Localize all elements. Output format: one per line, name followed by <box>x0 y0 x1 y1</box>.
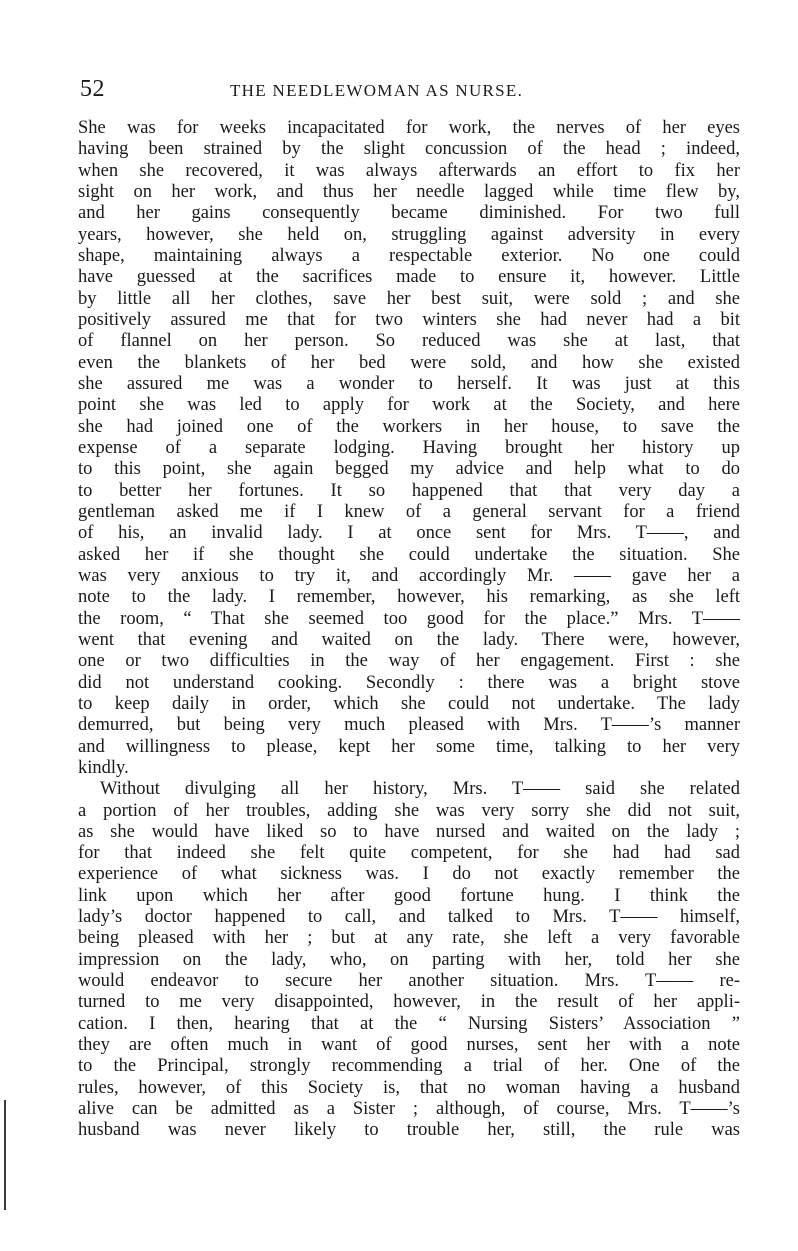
text-line: experience of what sickness was. I do not exactly remember the <box>78 864 740 885</box>
page-number: 52 <box>80 76 105 102</box>
text-line: of flannel on her person. So reduced was she at last, that <box>78 331 740 352</box>
text-line: turned to me very disappointed, however, in the result of her appli- <box>78 992 740 1013</box>
text-line: husband was never likely to trouble her, still, the rule was <box>78 1120 740 1141</box>
text-line: being pleased with her ; but at any rate, she left a very favorable <box>78 928 740 949</box>
text-line: alive can be admitted as a Sister ; although, of course, Mrs. T——’s <box>78 1099 740 1120</box>
text-line: to better her fortunes. It so happened that that very day a <box>78 480 740 501</box>
text-line: demurred, but being very much pleased with Mrs. T——’s manner <box>78 715 740 736</box>
text-line: did not understand cooking. Secondly : there was a bright stove <box>78 672 740 693</box>
text-line: lady’s doctor happened to call, and talked to Mrs. T—— himself, <box>78 907 740 928</box>
text-line: expense of a separate lodging. Having brought her history up <box>78 437 740 458</box>
text-line: when she recovered, it was always afterwards an effort to fix her <box>78 160 740 181</box>
page-header <box>80 76 740 106</box>
text-line: cation. I then, hearing that at the “ Nursing Sisters’ Association ” <box>78 1013 740 1034</box>
text-line: to the Principal, strongly recommending a trial of her. One of the <box>78 1056 740 1077</box>
text-line: point she was led to apply for work at the Society, and here <box>78 395 740 416</box>
text-line: She was for weeks incapacitated for work, the nerves of her eyes <box>78 118 740 138</box>
text-line: the room, “ That she seemed too good for the place.” Mrs. T—— <box>78 608 740 629</box>
text-line: to this point, she again begged my advice and help what to do <box>78 459 740 480</box>
text-line: have guessed at the sacrifices made to ensure it, however. Little <box>78 267 740 288</box>
text-line: impression on the lady, who, on parting with her, told her she <box>78 949 740 970</box>
text-line: and willingness to please, kept her some time, talking to her very <box>78 736 740 757</box>
text-line: of his, an invalid lady. I at once sent for Mrs. T——, and <box>78 523 740 544</box>
running-title: THE NEEDLEWOMAN AS NURSE. <box>230 81 524 100</box>
text-line: years, however, she held on, struggling against adversity in every <box>78 224 740 245</box>
text-line: she assured me was a wonder to herself. It was just at this <box>78 373 740 394</box>
text-line: for that indeed she felt quite competent, for she had had sad <box>78 843 740 864</box>
paragraph-end-line: kindly. <box>78 757 129 778</box>
text-line: gentleman asked me if I knew of a general servant for a friend <box>78 501 740 522</box>
text-line: to keep daily in order, which she could not undertake. The lady <box>78 693 740 714</box>
text-line: as she would have liked so to have nursed and waited on the lady ; <box>78 821 740 842</box>
text-line: note to the lady. I remember, however, his remarking, as she left <box>78 587 740 608</box>
text-line: asked her if she thought she could undertake the situation. She <box>78 544 740 565</box>
text-line: and her gains consequently became diminished. For two full <box>78 203 740 224</box>
text-line: they are often much in want of good nurses, sent her with a note <box>78 1035 740 1056</box>
text-line: even the blankets of her bed were sold, and how she existed <box>78 352 740 373</box>
scan-edge-mark <box>4 1100 6 1210</box>
text-line: went that evening and waited on the lady. There were, however, <box>78 629 740 650</box>
text-line: was very anxious to try it, and accordingly Mr. —— gave her a <box>78 565 740 586</box>
text-line: she had joined one of the workers in her house, to save the <box>78 416 740 437</box>
text-line: one or two difficulties in the way of her engagement. First : she <box>78 651 740 672</box>
text-line: a portion of her troubles, adding she was very sorry she did not suit, <box>78 800 740 821</box>
paragraph-start-line: Without divulging all her history, Mrs. T—— said she related <box>100 779 740 800</box>
text-line: by little all her clothes, save her best suit, were sold ; and she <box>78 288 740 309</box>
text-line: would endeavor to secure her another situation. Mrs. T—— re- <box>78 971 740 992</box>
text-line: shape, maintaining always a respectable exterior. No one could <box>78 245 740 266</box>
text-line: having been strained by the slight concussion of the head ; indeed, <box>78 139 740 160</box>
text-line: link upon which her after good fortune hung. I think the <box>78 885 740 906</box>
text-line: sight on her work, and thus her needle lagged while time flew by, <box>78 181 740 202</box>
text-line: rules, however, of this Society is, that no woman having a husband <box>78 1077 740 1098</box>
text-line: positively assured me that for two winters she had never had a bit <box>78 309 740 330</box>
body-text <box>78 118 740 1142</box>
